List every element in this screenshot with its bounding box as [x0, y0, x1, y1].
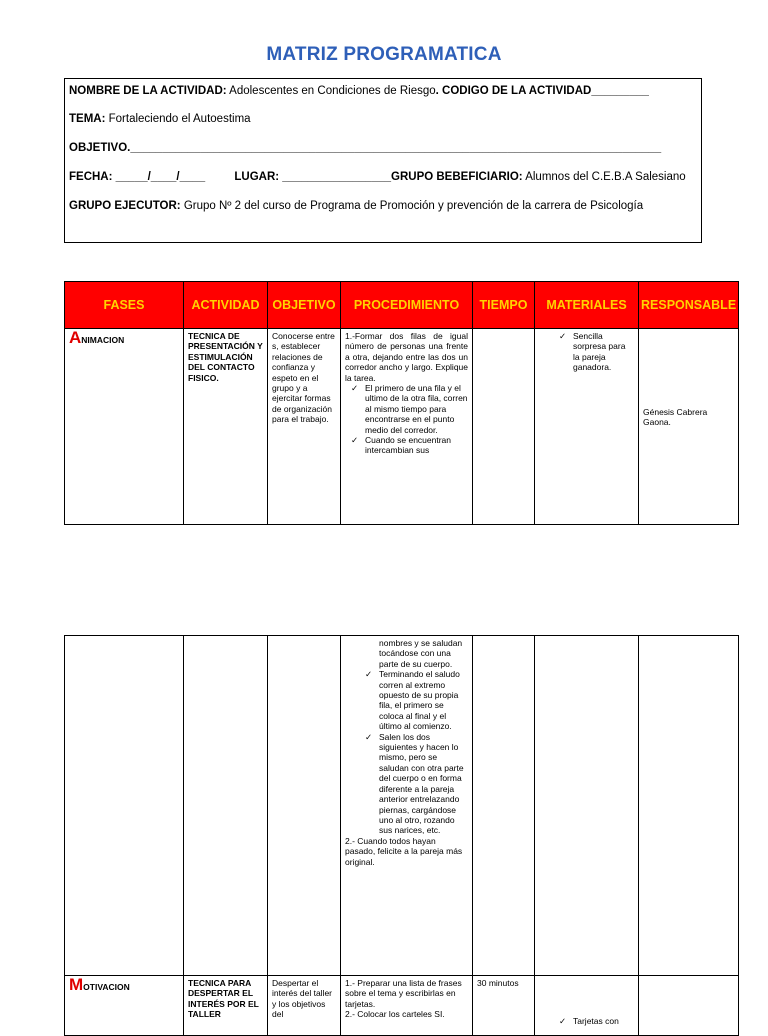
materials-cell: [535, 329, 639, 525]
responsible-cell: [639, 329, 739, 525]
place-label: LUGAR: _________________: [234, 171, 392, 183]
header-objetivo: OBJETIVO: [268, 282, 341, 329]
activity-cell: [184, 636, 268, 976]
responsible-cell: [639, 636, 739, 976]
activity-info-box: [64, 78, 702, 243]
theme-label: TEMA:: [69, 113, 106, 125]
activity-name-line: [69, 85, 649, 97]
objective-cell: Despertar el interés del taller y los objetivos del: [268, 976, 341, 1036]
activity-name-value: Adolescentes en Condiciones de Riesgo: [229, 85, 436, 97]
activity-cell: TECNICA PARA DESPERTAR EL INTERÉS POR EL TALLER: [184, 976, 268, 1036]
phase-cell: [65, 976, 184, 1036]
executor-line: [69, 200, 643, 212]
header-responsable: RESPONSABLE: [639, 282, 739, 329]
materials-cell: [535, 976, 639, 1036]
objective-line: [69, 142, 661, 154]
header-tiempo: TIEMPO: [473, 282, 535, 329]
header-fases: FASES: [65, 282, 184, 329]
materials-list: [539, 331, 634, 373]
objective-label: OBJETIVO.___________________________________________________________________________________: [69, 142, 662, 154]
header-actividad: ACTIVIDAD: [184, 282, 268, 329]
materials-list: [539, 1016, 634, 1026]
phase-cell: [65, 636, 184, 976]
date-place-line: [69, 171, 686, 183]
table-row: [65, 976, 739, 1036]
procedure-text: 1.-Formar dos filas de igual número de personas una frente a otra, dejando entre las dos un corredor ancho y largo. Explique la tarea.: [345, 331, 468, 383]
procedure-list: [345, 383, 468, 456]
material-item: ✓ Sencilla sorpresa para la pareja ganadora.: [573, 331, 634, 373]
executor-value: Grupo Nº 2 del curso de Programa de Promoción y prevención de la carrera de Psicología: [183, 200, 644, 212]
objective-cell: Conocerse entre s, establecer relaciones de confianza y espeto en el grupo y a ejercitar formas de organización para el trabajo.: [268, 329, 341, 525]
procedure-step: ✓ Salen los dos siguientes y hacen lo mismo, pero se saludan con otra parte del cuerpo o en forma diferente a la pareja anterior entrelazando piernas, cargándose uno al otro, rozando sus narices, etc.: [379, 732, 468, 836]
phase-name: NIMACION: [81, 335, 125, 345]
procedure-cell: [341, 636, 473, 976]
procedure-continued: nombres y se saludan tocándose con una parte de su cuerpo.: [379, 638, 463, 669]
procedure-step: ✓ Terminando el saludo corren al extremo opuesto de su propia fila, el primero se coloca al final y el último al comienzo.: [379, 669, 468, 731]
program-matrix-table-2: [64, 635, 739, 1036]
objective-cell: [268, 636, 341, 976]
phase-cell: [65, 329, 184, 525]
header-materiales: MATERIALES: [535, 282, 639, 329]
program-matrix-table-1: [64, 281, 739, 525]
phase-initial: A: [69, 328, 82, 347]
time-cell: [473, 329, 535, 525]
theme-line: [69, 113, 251, 125]
procedure-cell: [341, 329, 473, 525]
beneficiary-label: GRUPO BEBEFICIARIO:: [391, 171, 523, 183]
procedure-cell: [341, 976, 473, 1036]
table-row: [65, 636, 739, 976]
theme-value: Fortaleciendo el Autoestima: [108, 113, 251, 125]
date-label: FECHA: _____/____/____: [69, 171, 206, 183]
procedure-text: 1.- Preparar una lista de frases sobre el tema y escribirlas en tarjetas.: [345, 978, 462, 1009]
procedure-step: ✓ Cuando se encuentran intercambian sus: [365, 435, 468, 456]
procedure-step: ✓ El primero de una fila y el ultimo de la otra fila, corren al mismo tiempo para encontrarse en el punto medio del corredor.: [365, 383, 468, 435]
header-procedimiento: PROCEDIMIENTO: [341, 282, 473, 329]
responsible-name: Génesis Cabrera Gaona.: [643, 407, 708, 428]
activity-name-label: NOMBRE DE LA ACTIVIDAD:: [69, 85, 227, 97]
procedure-text: 2.- Colocar los carteles SI.: [345, 1009, 445, 1020]
document-title: MATRIZ PROGRAMATICA: [266, 44, 502, 65]
phase-name: OTIVACION: [83, 982, 130, 992]
executor-label: GRUPO EJECUTOR:: [69, 200, 181, 212]
activity-cell: TECNICA DE PRESENTACIÓN Y ESTIMULACIÓN DEL CONTACTO FISICO.: [184, 329, 268, 525]
responsible-cell: [639, 976, 739, 1036]
procedure-text: 2.- Cuando todos hayan pasado, felicite a la pareja más original.: [345, 835, 463, 867]
table-row: [65, 329, 739, 525]
procedure-list: [345, 669, 468, 836]
materials-cell: [535, 636, 639, 976]
beneficiary-value: Alumnos del C.E.B.A Salesiano: [525, 171, 686, 183]
phase-initial: M: [69, 975, 84, 994]
time-cell: 30 minutos: [473, 976, 535, 1036]
activity-code-label: . CODIGO DE LA ACTIVIDAD_________: [435, 85, 649, 97]
material-item: ✓ Tarjetas con: [573, 1016, 634, 1026]
table-header-row: [65, 282, 739, 329]
time-cell: [473, 636, 535, 976]
